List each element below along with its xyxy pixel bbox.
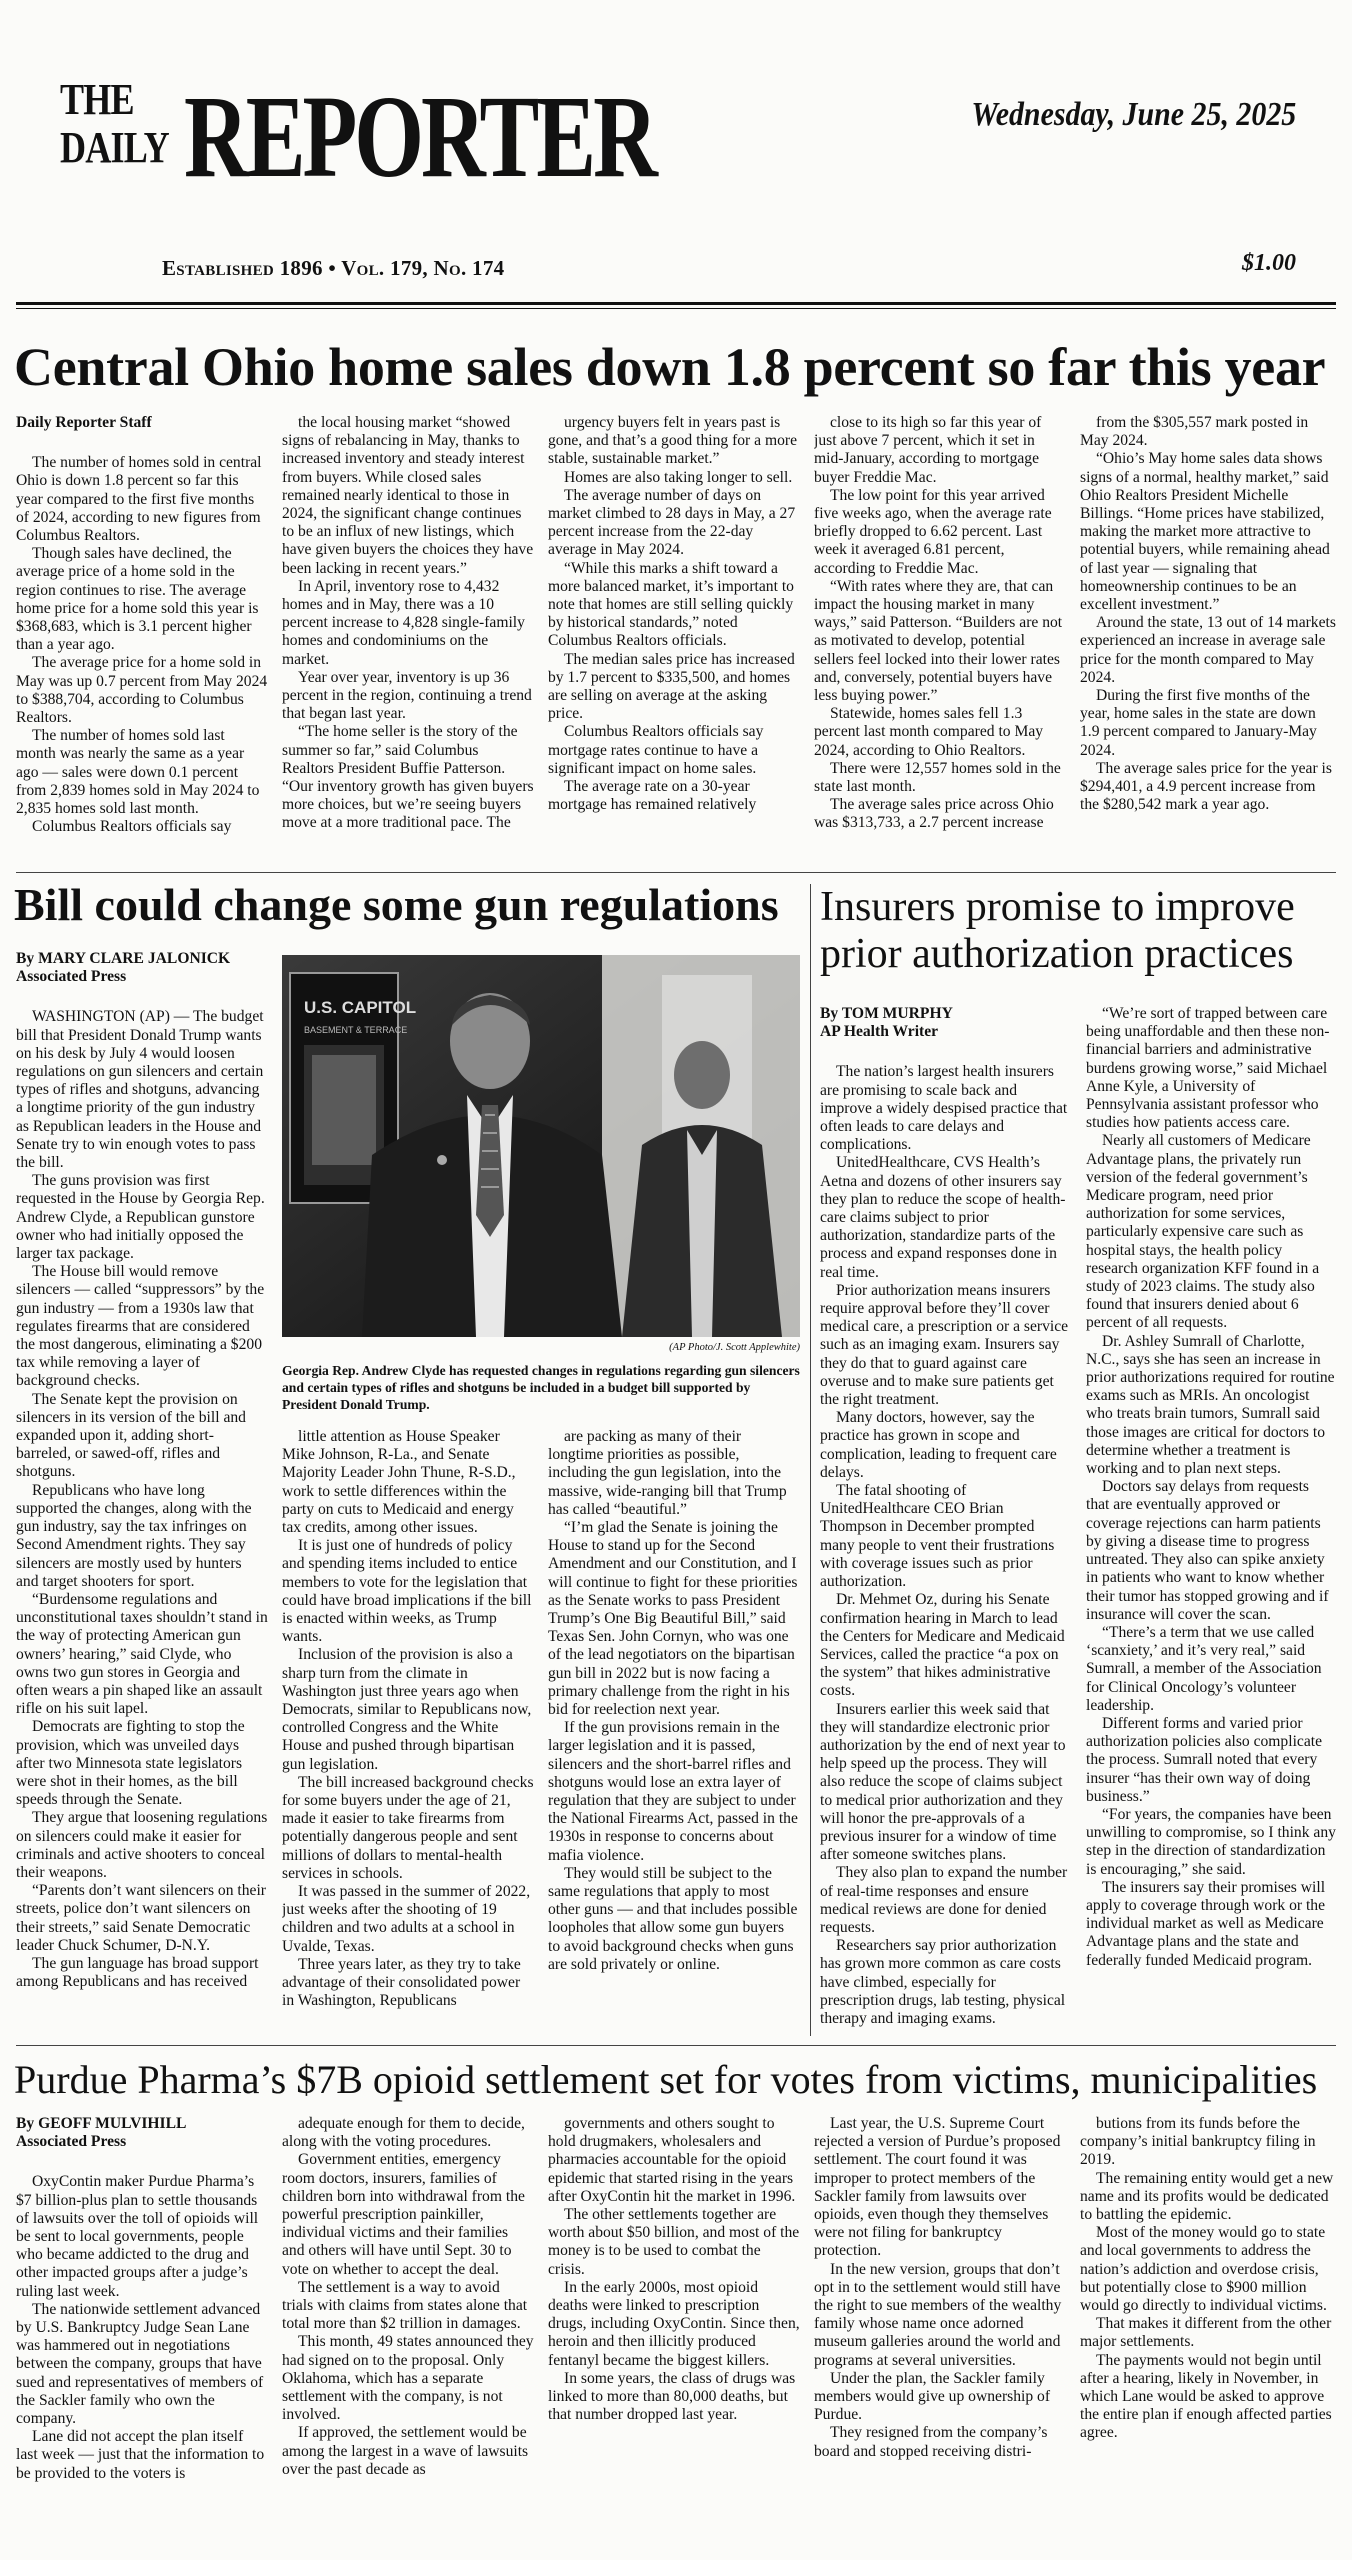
story1-byline: Daily Reporter Staff	[16, 414, 152, 431]
article-paragraph: The number of homes sold last month was nearly the same as a year ago — sales were down 0.1 percent from 2,839 homes sold in May 2024 to 2,835 homes sold last month.	[16, 727, 260, 818]
story4-column-5	[1080, 2115, 1336, 2560]
article-paragraph: The nation’s largest health insurers are promising to scale back and improve a widely despised practice that often leads to care delays and complications.	[820, 1063, 1068, 1154]
article-paragraph: The average sales price across Ohio was $313,733, a 2.7 percent increase	[814, 796, 1054, 832]
article-paragraph: In the new version, groups that don’t opt in to the settlement would still have the right to sue members of the wealthy family whose name once adorned museum galleries around the world and programs at several universities.	[814, 2260, 1062, 2369]
story4-column-3	[548, 2115, 800, 2560]
article-paragraph: Three years later, as they try to take advantage of their consolidated power in Washington, Republicans	[282, 1955, 521, 2010]
story3-byline-name: By TOM MURPHY	[820, 1005, 953, 1022]
masthead	[16, 0, 1336, 300]
story4-headline: Purdue Pharma’s $7B opioid settlement set for votes from victims, municipalities	[14, 2057, 1318, 2102]
article-paragraph: Researchers say prior authorization has grown more common as care costs have climbed, especially for prescription drugs, lab testing, physical therapy and imaging exams.	[820, 1937, 1066, 2027]
story2-col1-paragraphs	[16, 1008, 268, 1991]
article-paragraph: In April, inventory rose to 4,432 homes and in May, there was a 10 percent increase to 4,828 single-family homes and condominiums on the market.	[282, 577, 525, 668]
story1-col1-paragraphs	[16, 454, 268, 836]
article-paragraph: It was passed in the summer of 2022, just weeks after the shooting of 19 children and two adults at a school in Uvalde, Texas.	[282, 1883, 531, 1955]
article-paragraph: Around the state, 13 out of 14 markets experienced an increase in average sale price for the month compared to May 2024.	[1080, 614, 1336, 686]
section-divider-1	[16, 872, 1336, 873]
article-paragraph: The settlement is a way to avoid trials with claims from states alone that total more than $2 trillion in damages.	[282, 2278, 528, 2333]
publication-date: Wednesday, June 25, 2025	[971, 96, 1296, 133]
article-paragraph: They also plan to expand the number of real-time responses and ensure medical reviews are done for denied requests.	[820, 1864, 1068, 1936]
article-paragraph: The average number of days on market climbed to 28 days in May, a 27 percent increase from the 22-day average in May 2024.	[548, 486, 796, 559]
article-paragraph: If the gun provisions remain in the larger legislation and it is passed, silencers and the short-barrel rifles and shotguns would lose an extra layer of regulation that they are subject to under the National Firearms Act, passed in the 1930s in response to concerns about mafia violence.	[548, 1719, 798, 1864]
article-paragraph: The number of homes sold in central Ohio is down 1.8 percent so far this year compared to the first five months of 2024, according to new figures from Columbus Realtors.	[16, 454, 262, 545]
column-divider	[810, 884, 811, 2036]
article-paragraph: WASHINGTON (AP) — The budget bill that President Donald Trump wants on his desk by July 4 would loosen regulations on gun silencers and certain types of rifles and shotguns, advancing a longtime priority of the gun industry as Republican leaders in the House and Senate try to win enough votes to pass the bill.	[16, 1008, 264, 1172]
article-paragraph: Prior authorization means insurers require approval before they’ll cover medical care, a prescription or a service such as an imaging exam. Insurers say they do that to guard against care overuse and to make sure patients get the right treatment.	[820, 1281, 1069, 1409]
article-paragraph: They resigned from the company’s board and stopped receiving distri-	[814, 2424, 1048, 2460]
article-paragraph: The low point for this year arrived five weeks ago, when the average rate briefly dropped to 6.62 percent. Last week it averaged 6.81 percent, according to Freddie Mac.	[814, 486, 1052, 577]
masthead-rule-thin	[16, 308, 1336, 309]
price: $1.00	[1242, 250, 1296, 276]
story2-byline-name: By MARY CLARE JALONICK	[16, 950, 231, 967]
article-paragraph: little attention as House Speaker Mike Johnson, R-La., and Senate Majority Leader John Thune, R-S.D., work to settle differences within the party on cuts to Medicaid and energy tax credits, among other issues.	[282, 1428, 516, 1537]
article-paragraph: OxyContin maker Purdue Pharma’s $7 billion-plus plan to settle thousands of lawsuits over the toll of opioids will be sent to local governments, people who became addicted to the drug and other impacted groups after a judge’s ruling last week.	[16, 2173, 259, 2300]
article-paragraph: Most of the money would go to state and local governments to address the nation’s addiction and overdose crisis, but potentially close to $900 million would go directly to individual victims.	[1080, 2224, 1327, 2315]
article-paragraph: The guns provision was first requested in the House by Georgia Rep. Andrew Clyde, a Republican gunstore owner who had initially opposed the larger tax package.	[16, 1172, 265, 1263]
article-paragraph: governments and others sought to hold drugmakers, wholesalers and pharmacies accountable for the opioid epidemic that started rising in the years after OxyContin hit the market in 1996.	[548, 2115, 796, 2205]
article-paragraph: Doctors say delays from requests that are eventually approved or coverage rejections can harm patients by giving a disease time to progress untreated. They also can spike anxiety in patients who want to know whether their tumor has stopped growing and if insurance will cover the scan.	[1086, 1478, 1329, 1623]
article-paragraph: “While this marks a shift toward a more balanced market, it’s important to note that homes are still selling quickly by historical standards,” noted Columbus Realtors officials.	[548, 559, 794, 650]
article-paragraph: “Ohio’s May home sales data shows signs of a normal, healthy market,” said Ohio Realtors President Michelle Billings. “Home prices have stabilized, making the market more attractive to potential buyers, while remaining ahead of last year — signaling that homeownership continues to be an excellent investment.”	[1080, 450, 1330, 614]
article-paragraph: Inclusion of the provision is also a sharp turn from the climate in Washington just three years ago when Democrats, similar to Republicans now, controlled Congress and the White House and pushed through bipartisan gun legislation.	[282, 1646, 532, 1773]
article-paragraph: Columbus Realtors officials say mortgage rates continue to have a significant impact on home sales.	[548, 723, 764, 777]
story2-byline	[16, 950, 268, 986]
established-volume-line: Established 1896 • Vol. 179, No. 174	[162, 256, 505, 280]
article-paragraph: The average rate on a 30-year mortgage has remained relatively	[548, 778, 757, 814]
article-paragraph: The nationwide settlement advanced by U.S. Bankruptcy Judge Sean Lane was hammered out in negotiations between the company, groups that have sued and representatives of members of the Sackler family who own the company.	[16, 2300, 264, 2428]
story3-col1-paragraphs	[820, 1063, 1072, 2028]
article-paragraph: butions from its funds before the company’s initial bankruptcy filing in 2019.	[1080, 2115, 1316, 2169]
article-paragraph: Democrats are fighting to stop the provision, which was unveiled days after two Minnesota state legislators were shot in their homes, as the bill speeds through the Senate.	[16, 1718, 245, 1809]
article-paragraph: The average price for a home sold in May was up 0.7 percent from May 2024 to $388,704, according to Columbus Realtors.	[16, 654, 268, 727]
story4-byline-org: Associated Press	[16, 2133, 127, 2151]
article-paragraph: The remaining entity would get a new name and its profits would be dedicated to battling the epidemic.	[1080, 2169, 1334, 2224]
story4-column-2	[282, 2115, 534, 2560]
story1-column-5	[1080, 414, 1336, 862]
story4-column-4	[814, 2115, 1066, 2560]
article-paragraph: the local housing market “showed signs of rebalancing in May, thanks to increased inventory and steady interest from buyers. While closed sales remained nearly identical to those in 2024, the significant change continues to be an influx of new listings, which have given buyers the choices they have been lacking in recent years.”	[282, 414, 534, 577]
story2-photo	[282, 955, 800, 1337]
article-paragraph: The Senate kept the provision on silencers in its version of the bill and expanded upon it, adding short-barreled, or sawed-off, rifles and shotguns.	[16, 1390, 246, 1481]
story4-column-1	[16, 2115, 268, 2560]
article-paragraph: The average sales price for the year is $294,401, a 4.9 percent increase from the $280,542 mark a year ago.	[1080, 759, 1332, 814]
article-paragraph: This month, 49 states announced they had signed on to the proposal. Only Oklahoma, which has a separate settlement with the company, is not involved.	[282, 2333, 534, 2424]
article-paragraph: The gun language has broad support among Republicans and has received	[16, 1954, 259, 1991]
article-paragraph: During the first five months of the year, home sales in the state are down 1.9 percent compared to January-May 2024.	[1080, 687, 1317, 759]
article-paragraph: Though sales have declined, the average price of a home sold in the region continues to rise. The average home price for a home sold this year is $368,683, which is 3.1 percent higher than a year ago.	[16, 545, 259, 654]
article-paragraph: “Parents don’t want silencers on their streets, police don’t want silencers on their streets,” said Senate Democratic leader Chuck Schumer, D-N.Y.	[16, 1882, 266, 1954]
article-paragraph: Statewide, homes sales fell 1.3 percent last month compared to May 2024, according to Ohio Realtors.	[814, 705, 1044, 759]
story2-column-3	[548, 1428, 800, 2035]
story2-column-1	[16, 950, 268, 2035]
article-paragraph: “The home seller is the story of the summer so far,” said Columbus Realtors President Buffie Patterson. “Our inventory growth has given buyers more choices, but we’re seeing buyers move at a more traditional pace. The	[282, 723, 534, 832]
article-paragraph: Year over year, inventory is up 36 percent in the region, continuing a trend that began last year.	[282, 668, 532, 723]
story4-byline-name: By GEOFF MULVIHILL	[16, 2115, 187, 2132]
article-paragraph: Homes are also taking longer to sell.	[564, 468, 793, 486]
article-paragraph: The insurers say their promises will apply to coverage through work or the individual market as well as Medicare Advantage plans and the state and federally funded Medicaid program.	[1086, 1878, 1326, 1969]
photo-caption: Georgia Rep. Andrew Clyde has requested changes in regulations regarding gun silencers and certain types of rifles and shotguns be included in a budget bill supported by President Donald Trump.	[282, 1363, 800, 1412]
story2-column-2	[282, 1428, 534, 2035]
section-divider-2	[16, 2045, 1336, 2046]
article-paragraph: Last year, the U.S. Supreme Court rejected a version of Purdue’s proposed settlement. The court found it was improper to protect members of the Sackler family from lawsuits over opioids, even though they themselves were not filing for bankruptcy protection.	[814, 2115, 1061, 2260]
article-paragraph: from the $305,557 mark posted in May 2024.	[1080, 414, 1309, 450]
article-paragraph: Under the plan, the Sackler family members would give up ownership of Purdue.	[814, 2369, 1051, 2424]
newspaper-logo	[44, 71, 655, 248]
capitol-sign-subtitle: BASEMENT & TERRACE	[304, 1025, 408, 1035]
article-paragraph: UnitedHealthcare, CVS Health’s Aetna and dozens of other insurers say they plan to reduce the scope of health-care claims subject to prior authorization, standardize parts of the process and expand responses done in real time.	[820, 1154, 1066, 1281]
article-paragraph: are packing as many of their longtime priorities as possible, including the gun legislation, into the massive, wide-ranging bill that Trump has called “beautiful.”	[548, 1428, 787, 1518]
article-paragraph: The other settlements together are worth about $50 billion, and most of the money is to be used to combat the crisis.	[548, 2206, 800, 2278]
article-paragraph: They argue that loosening regulations on silencers could make it easier for criminals and active shooters to conceal their weapons.	[16, 1809, 268, 1881]
logo-daily: DAILY	[60, 123, 169, 172]
article-paragraph: The payments would not begin until after a hearing, likely in November, in which Lane would be asked to approve the entire plan if enough affected parties agree.	[1080, 2351, 1332, 2442]
article-paragraph: Insurers earlier this week said that they will standardize electronic prior authorization by the end of next year to help speed up the process. They will also reduce the scope of claims subject to medical prior authorization and they will honor the pre-approvals of a previous insurer for a window of time after someone switches plans.	[820, 1700, 1066, 1864]
story3-column-1	[820, 1005, 1072, 2035]
article-paragraph: The bill increased background checks for some buyers under the age of 21, made it easier to take firearms from potentially dangerous people and sent millions of dollars to mental-health services in schools.	[282, 1773, 534, 1882]
story3-byline-org: AP Health Writer	[820, 1023, 939, 1041]
article-paragraph: The House bill would remove silencers — called “suppressors” by the gun industry — from a 1930s law that regulates firearms that are considered the most dangerous, eliminating a $200 tax while removing a layer of background checks.	[16, 1263, 265, 1390]
story3-byline	[820, 1005, 1072, 1041]
article-paragraph: They would still be subject to the same regulations that apply to most other guns — and that includes possible loopholes that allow some gun buyers to avoid background checks when guns are sold privately or online.	[548, 1864, 798, 1973]
article-paragraph: “With rates where they are, that can impact the housing market in many ways,” said Patterson. “Builders are not as motivated to develop, potential sellers feel locked into their lower rates and, conversely, potential buyers have less buying power.”	[814, 577, 1063, 705]
logo-reporter: REPORTER	[184, 71, 655, 202]
article-paragraph: If approved, the settlement would be among the largest in a wave of lawsuits over the past decade as	[282, 2424, 529, 2478]
article-paragraph: adequate enough for them to decide, along with the voting procedures.	[282, 2115, 525, 2151]
article-paragraph: The median sales price has increased by 1.7 percent to $335,500, and homes are selling on average at the asking price.	[548, 650, 795, 723]
story1-column-2	[282, 414, 534, 862]
article-paragraph: Dr. Mehmet Oz, during his Senate confirmation hearing in March to lead the Centers for Medicare and Medicaid Services, called the practice “a pox on the system” that hikes administrative costs.	[820, 1591, 1065, 1700]
story4-byline	[16, 2115, 268, 2151]
photo-credit: (AP Photo/J. Scott Applewhite)	[669, 1342, 800, 1353]
article-paragraph: Government entities, emergency room doctors, insurers, families of children born into withdrawal from the powerful prescription painkiller, individual victims and their families and others will have until Sept. 30 to vote on whether to accept the deal.	[282, 2151, 525, 2278]
capitol-sign-title: U.S. CAPITOL	[304, 998, 417, 1017]
photo-illustration	[282, 955, 800, 1337]
article-paragraph: Republicans who have long supported the changes, along with the gun industry, say the tax infringes on Second Amendment rights. They say silencers are mostly used by hunters and target shooters for sport.	[16, 1481, 252, 1590]
article-paragraph: “We’re sort of trapped between care being unaffordable and then these non-financial barriers and administrative burdens growing worse,” said Michael Anne Kyle, a University of Pennsylvania assistant professor who studies how patients access care.	[1086, 1005, 1330, 1132]
article-paragraph: Dr. Ashley Sumrall of Charlotte, N.C., says she has seen an increase in prior authorizations required for routine exams such as MRIs. An oncologist who treats brain tumors, Sumrall said those images are critical for doctors to determine whether a treatment is working and to plan next steps.	[1086, 1332, 1335, 1478]
article-paragraph: “There’s a term that we use called ‘scanxiety,’ and it’s very real,” said Sumrall, a member of the Association for Clinical Oncology’s volunteer leadership.	[1086, 1623, 1322, 1714]
article-paragraph: In the early 2000s, most opioid deaths were linked to prescription drugs, including OxyContin. Since then, heroin and then illicitly produced fentanyl became the biggest killers.	[548, 2278, 800, 2369]
article-paragraph: That makes it different from the other major settlements.	[1080, 2315, 1332, 2351]
story2-headline: Bill could change some gun regulations	[14, 879, 779, 930]
article-paragraph: The fatal shooting of UnitedHealthcare CEO Brian Thompson in December prompted many people to vent their frustrations with coverage issues such as prior authorization.	[820, 1482, 1055, 1591]
story1-headline: Central Ohio home sales down 1.8 percent so far this year	[14, 337, 1326, 397]
masthead-rule-thick	[16, 302, 1336, 305]
logo-the: THE	[60, 75, 134, 124]
story3-column-2	[1086, 1005, 1336, 2035]
story3-headline: Insurers promise to improve prior authorization practices	[820, 884, 1295, 978]
article-paragraph: “Burdensome regulations and unconstitutional taxes shouldn’t stand in the way of protecting American gun owners’ hearing,” said Clyde, who owns two gun stores in Georgia and often wears a pin shaped like an assault rifle on his suit lapel.	[16, 1590, 268, 1718]
article-paragraph: “I’m glad the Senate is joining the House to stand up for the Second Amendment and our Constitution, and I will continue to fight for these priorities as the Senate works to pass President Trump’s One Big Beautiful Bill,” said Texas Sen. John Cornyn, who was one of the lead negotiators on the bipartisan gun bill in 2022 but is now facing a primary challenge from the right in his bid for reelection next year.	[548, 1519, 798, 1719]
article-paragraph: It is just one of hundreds of policy and spending items included to entice members to vote for the legislation that could have broad implications if the bill is enacted within weeks, as Trump wants.	[282, 1537, 532, 1646]
story1-column-3	[548, 414, 800, 862]
article-paragraph: Many doctors, however, say the practice has grown in scope and complication, leading to frequent care delays.	[820, 1409, 1057, 1481]
article-paragraph: urgency buyers felt in years past is gone, and that’s a good thing for a more stable, sustainable market.”	[548, 414, 798, 468]
article-paragraph: close to its high so far this year of just above 7 percent, which it set in mid-January, according to mortgage buyer Freddie Mac.	[814, 414, 1042, 486]
article-paragraph: Columbus Realtors officials say	[32, 818, 232, 836]
article-paragraph: There were 12,557 homes sold in the state last month.	[814, 759, 1061, 796]
article-paragraph: In some years, the class of drugs was linked to more than 80,000 deaths, but that number dropped last year.	[548, 2369, 796, 2424]
article-paragraph: Nearly all customers of Medicare Advantage plans, the privately run version of the federal government’s Medicare program, need prior authorization for some services, particularly expensive care such as hospital stays, the health policy research organization KFF found in a study of 2023 claims. The study also found that insurers denied about 6 percent of all requests.	[1086, 1132, 1320, 1332]
article-paragraph: Different forms and varied prior authorization policies also complicate the process. Sumrall noted that every insurer “has their own way of doing business.”	[1086, 1714, 1322, 1805]
article-paragraph: Lane did not accept the plan itself last week — just that the information to be provided to the voters is	[16, 2428, 265, 2482]
article-paragraph: “For years, the companies have been unwilling to compromise, so I think any step in the direction of standardization is encouraging,” she said.	[1086, 1805, 1336, 1878]
story1-column-1	[16, 414, 268, 862]
story2-byline-org: Associated Press	[16, 968, 127, 986]
story4-col1-paragraphs	[16, 2173, 268, 2482]
story1-column-4	[814, 414, 1066, 862]
